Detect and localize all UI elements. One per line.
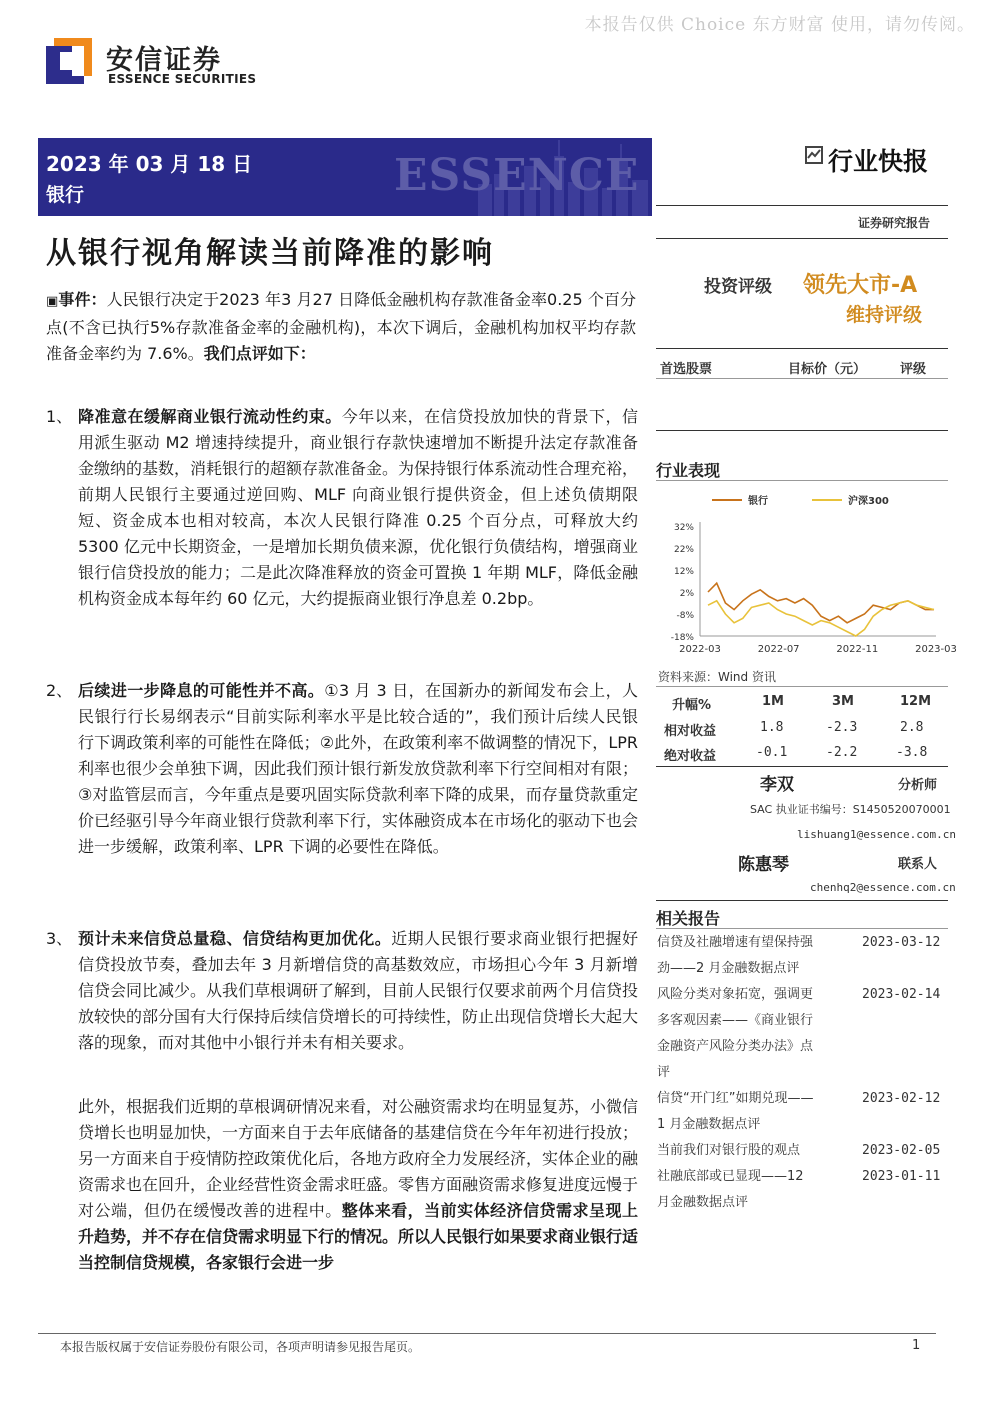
- analyst-cert: SAC 执业证书编号：S1450520070001: [750, 803, 951, 816]
- related-item-date: 2023-03-12: [862, 935, 941, 950]
- logo-cn: 安信证券: [106, 45, 222, 76]
- y-tick-label: -8%: [676, 611, 694, 621]
- report-type: 行业快报: [828, 147, 929, 176]
- event-paragraph: [46, 287, 636, 367]
- rating-value: 领先大市-A: [803, 273, 918, 298]
- returns-cell: -2.2: [826, 745, 858, 760]
- point-text: 近期人民银行要求商业银行把握好信贷投放节奏，叠加去年 3 月新增信贷的高基数效应，市场担心今年 3 月新增信贷会同比减少。从我们草根调研了解到，目前人民银行仅要求前两个月信贷投放较快的部分国有大行保持后续信贷增长的可持续性，防止出现信贷增长大起大落的现象，而对其他中小银行并未有相关要求。: [78, 929, 639, 1052]
- divider: [656, 766, 948, 767]
- report-date: 2023 年 03 月 18 日: [46, 152, 253, 176]
- series-line-1: [708, 601, 934, 636]
- related-title: 相关报告: [656, 909, 721, 928]
- contact-name: 陈惠琴: [738, 855, 789, 875]
- returns-row-label: 绝对收益: [664, 749, 717, 764]
- returns-header: 1M: [762, 694, 784, 709]
- point-number: 2、: [46, 681, 73, 700]
- chart-trend-icon: [805, 146, 823, 164]
- returns-header: 3M: [832, 694, 854, 709]
- related-item-line: 社融底部或已显现——12: [657, 1169, 804, 1184]
- returns-header: 12M: [900, 694, 932, 709]
- x-tick-label: 2022-03: [679, 644, 721, 655]
- point-conclusion: 整体来看，当前实体经济信贷需求呈现上升趋势，并不存在信贷需求明显下行的情况。所以人民银行如果要求商业银行适当控制信贷规模，各家银行会进一步: [78, 1201, 639, 1272]
- legend-label: 银行: [748, 496, 768, 507]
- divider: [656, 238, 948, 239]
- y-tick-label: 2%: [679, 589, 694, 599]
- analyst-email[interactable]: lishuang1@essence.com.cn: [797, 828, 956, 841]
- returns-header: 升幅%: [672, 698, 712, 713]
- x-tick-label: 2022-07: [757, 644, 800, 655]
- divider: [656, 686, 948, 687]
- related-item-line: 月金融数据点评: [657, 1195, 749, 1210]
- point-number: 1、: [46, 407, 73, 426]
- related-item-line: 金融资产风险分类办法》点: [657, 1039, 814, 1054]
- point-heading: 降准意在缓解商业银行流动性约束。: [78, 407, 342, 426]
- divider: [656, 378, 948, 379]
- y-tick-label: 22%: [673, 545, 694, 555]
- stock-col-header: 目标价（元）: [788, 362, 867, 377]
- event-label: 事件：: [58, 290, 107, 309]
- y-tick-label: 12%: [673, 567, 694, 577]
- contact-email[interactable]: chenhq2@essence.com.cn: [810, 881, 956, 894]
- chart-source: 资料来源：Wind 资讯: [658, 670, 776, 684]
- point-3-continued: [46, 1094, 638, 1276]
- essence-logo-icon: [46, 38, 92, 84]
- bullet-icon: ▣: [46, 294, 59, 309]
- returns-row-label: 相对收益: [664, 724, 717, 739]
- related-item[interactable]: [657, 930, 837, 982]
- x-tick-label: 2023-03: [915, 644, 957, 655]
- point-number: 3、: [46, 929, 73, 948]
- analyst-role: 分析师: [898, 778, 938, 793]
- rating-maintain: 维持评级: [846, 304, 923, 326]
- stock-col-header: 评级: [900, 362, 927, 377]
- banner-watermark: ESSENCE: [394, 150, 640, 201]
- rating-label: 投资评级: [704, 277, 772, 297]
- divider: [656, 480, 948, 481]
- returns-cell: -3.8: [896, 745, 928, 760]
- related-item-date: 2023-02-05: [862, 1143, 941, 1158]
- point-heading: 预计未来信贷总量稳、信贷结构更加优化。: [78, 929, 392, 948]
- related-item[interactable]: [657, 1164, 837, 1216]
- logo-en: ESSENCE SECURITIES: [108, 72, 257, 86]
- point-text: 今年以来，在信贷投放加快的背景下，信用派生驱动 M2 增速持续提升，商业银行存款快速增加不断提升法定存款准备金缴纳的基数，消耗银行的超额存款准备金。为保持银行体系流动性合理充裕，前期人民银行主要通过逆回购、MLF 向商业银行提供资金，但上述负债期限短、资金成本也相对较高，本次人民银行降准 0.25 个百分点，可释放大约5300 亿元中长期资金，一是增加长期负债来源，优化银行负债结构，增强商业银行信贷投放的能力；二是此次降准释放的资金可置换 1 年期 MLF，降低金融机构资金成本每年约 60 亿元，大约提振商业银行净息差 0.2bp。: [78, 407, 639, 608]
- point-text: 此外，根据我们近期的草根调研情况来看，对公融资需求均在明显复苏，小微信贷增长也明显加快，一方面来自于去年底储备的基建信贷在今年年初进行投放；另一方面来自于疫情防控政策优化后，各地方政府全力发展经济，实体企业的融资需求也在回升，企业经营性资金需求旺盛。零售方面融资需求修复进度远慢于对公端，但仍在缓慢改善的进程中。: [78, 1097, 639, 1220]
- watermark: 本报告仅供 Choice 东方财富 使用，请勿传阅。: [584, 15, 975, 35]
- related-item-line: 信贷及社融增速有望保持强: [657, 935, 814, 950]
- legend-label: 沪深300: [848, 496, 889, 507]
- point-heading: 后续进一步降息的可能性并不高。: [78, 681, 325, 700]
- footer-divider: [38, 1333, 936, 1334]
- related-item-line: 1 月金融数据点评: [657, 1117, 761, 1132]
- x-tick-label: 2022-11: [836, 644, 879, 655]
- page-number: 1: [912, 1338, 921, 1353]
- event-text: 人民银行决定于2023 年3 月27 日降低金融机构存款准备金率0.25 个百分点(不含已执行5%存款准备金率的金融机构)，本次下调后，金融机构加权平均存款准备金率约为 7.6%。: [46, 290, 636, 363]
- contact-role: 联系人: [898, 857, 938, 872]
- returns-cell: 1.8: [760, 720, 784, 735]
- point-2: [46, 678, 638, 860]
- related-item-date: 2023-01-11: [862, 1169, 941, 1184]
- footer-text: 本报告版权属于安信证券股份有限公司，各项声明请参见报告尾页。: [60, 1340, 421, 1354]
- divider: [656, 928, 948, 929]
- point-1: [46, 404, 638, 612]
- event-tail: 我们点评如下：: [203, 344, 316, 363]
- related-item-line: 劲——2 月金融数据点评: [657, 961, 800, 976]
- point-text: ①3 月 3 日，在国新办的新闻发布会上，人民银行行长易纲表示“目前实际利率水平是比较合适的”，我们预计后续人民银行下调政策利率的可能性在降低；②此外，在政策利率不做调整的情况下，LPR 利率也很少会单独下调，因此我们预计银行新发放贷款利率下行空间相对有限；③对监管层而言，今年重点是要巩固实际贷款利率下降的成果，而存量贷款重定价已经驱引导今年商业银行贷款利率下行，实体融资成本在市场化的驱动下也会进一步缓解，政策利率、LPR 下调的必要性在降低。: [78, 681, 639, 856]
- divider: [656, 348, 948, 349]
- related-item-line: 多客观因素——《商业银行: [657, 1013, 814, 1028]
- related-item-line: 评: [657, 1065, 671, 1080]
- divider: [656, 430, 948, 431]
- page-title: 从银行视角解读当前降准的影响: [46, 236, 494, 271]
- analyst-name: 李双: [760, 775, 794, 795]
- y-tick-label: 32%: [673, 523, 694, 533]
- related-item-date: 2023-02-14: [862, 987, 941, 1002]
- related-item[interactable]: [657, 982, 837, 1086]
- related-item-date: 2023-02-12: [862, 1091, 941, 1106]
- perf-title: 行业表现: [656, 461, 721, 480]
- performance-chart: [656, 486, 957, 660]
- report-subtitle: 证券研究报告: [858, 216, 931, 230]
- related-item[interactable]: [657, 1086, 837, 1138]
- returns-cell: 2.8: [900, 720, 924, 735]
- related-item-line: 信贷“开门红”如期兑现——: [657, 1091, 814, 1106]
- divider: [656, 900, 948, 901]
- divider: [656, 205, 948, 206]
- stock-col-header: 首选股票: [660, 362, 713, 377]
- report-sector: 银行: [46, 184, 85, 206]
- related-item-line: 当前我们对银行股的观点: [657, 1143, 801, 1158]
- returns-cell: -0.1: [756, 745, 788, 760]
- header-banner: [38, 138, 652, 216]
- point-3: [46, 926, 638, 1056]
- y-tick-label: -18%: [670, 633, 694, 643]
- related-item[interactable]: [657, 1138, 837, 1164]
- related-item-line: 风险分类对象拓宽，强调更: [657, 987, 814, 1002]
- returns-cell: -2.3: [826, 720, 858, 735]
